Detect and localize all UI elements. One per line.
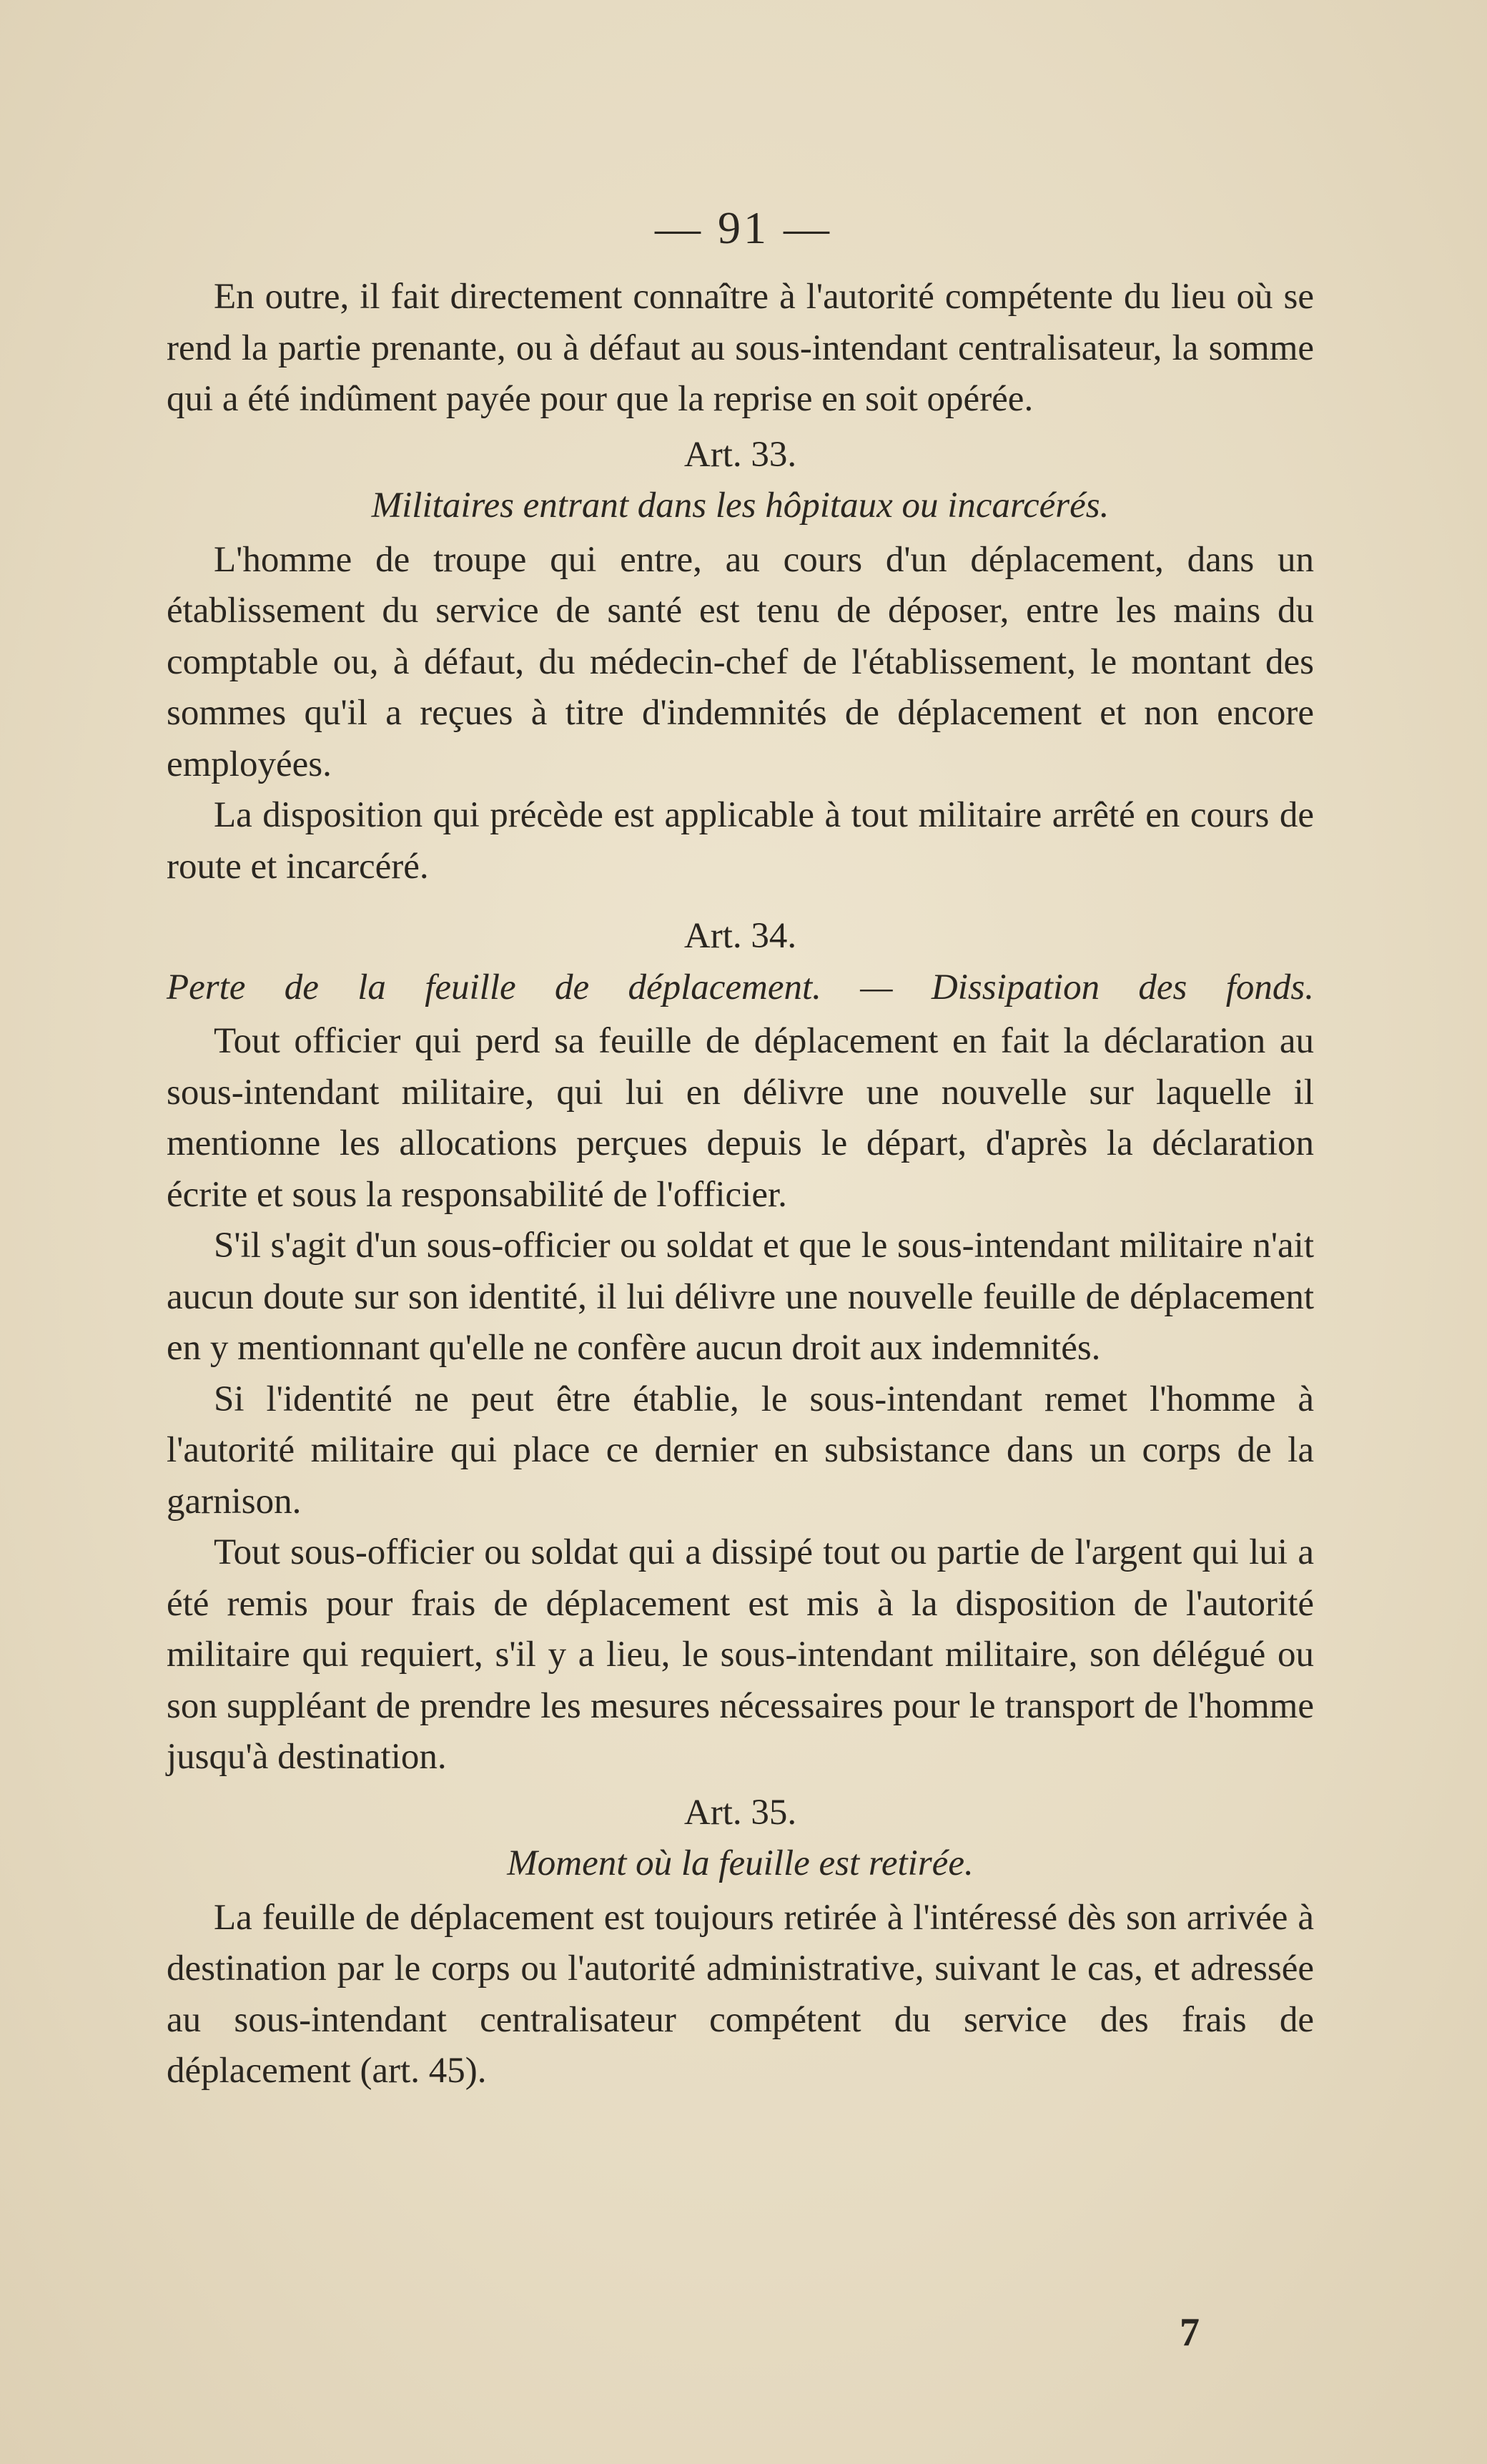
article-heading-35: Art. 35. bbox=[683, 1792, 797, 1833]
signature-mark: 7 bbox=[1180, 2310, 1200, 2355]
paragraph-2: L'homme de troupe qui entre, au cours d'un déplacement, dans un établissement du service de santé est tenu de déposer, entre les mains du comptable ou, à défaut, du médecin-chef de l'établissement, le montant des sommes qu'il a reçues à titre d'indemnités de déplacement et non encore employées. bbox=[167, 539, 1314, 784]
article-subtitle-33: Militaires entrant dans les hôpitaux ou incarcérés. bbox=[371, 486, 1110, 526]
paragraph-4: Tout officier qui perd sa feuille de déplacement en fait la déclaration au sous-intendant militaire, qui lui en délivre une nouvelle sur laquelle il mentionne les allocations perçues depuis le départ, d'après la déclaration écrite et sous la responsabilité de l'officier. bbox=[167, 1021, 1314, 1215]
article-heading-34: Art. 34. bbox=[683, 916, 797, 956]
paragraph-5: S'il s'agit d'un sous-officier ou soldat et que le sous-intendant militaire n'ait aucun doute sur son identité, il lui délivre une nouvelle feuille de déplacement en y mentionnant qu'elle ne confère aucun droit aux indemnités. bbox=[167, 1226, 1314, 1368]
paragraph-7: Tout sous-officier ou soldat qui a dissipé tout ou partie de l'argent qui lui a été remis pour frais de déplacement est mis à la disposition de l'autorité militaire qui requiert, s'il y a lieu, le sous-intendant militaire, son délégué ou son suppléant de prendre les mesures nécessaires pour le transport de l'homme jusqu'à destination. bbox=[167, 1532, 1314, 1777]
article-subtitle-35: Moment où la feuille est retirée. bbox=[507, 1843, 974, 1883]
paragraph-6: Si l'identité ne peut être établie, le sous-intendant remet l'homme à l'autorité militaire qui place ce dernier en subsistance dans un corps de la garnison. bbox=[167, 1379, 1314, 1522]
article-heading-33: Art. 33. bbox=[683, 434, 797, 475]
page-number: — 91 — bbox=[655, 202, 832, 253]
article-subtitle-34: Perte de la feuille de déplacement. — Dissipation des fonds. bbox=[167, 967, 1314, 1007]
paragraph-8: La feuille de déplacement est toujours retirée à l'intéressé dès son arrivée à destination par le corps ou l'autorité administrative, suivant le cas, et adressée au sous-intendant centralisateur compétent du service des frais de déplacement (art. 45). bbox=[167, 1897, 1314, 2091]
paragraph-1: En outre, il fait directement connaître à l'autorité compétente du lieu où se rend la partie prenante, ou à défaut au sous-intendant centralisateur, la somme qui a été indûment payée pour que la reprise en soit opérée. bbox=[167, 277, 1314, 419]
body-text bbox=[167, 272, 1314, 2097]
paragraph-3: La disposition qui précède est applicable à tout militaire arrêté en cours de route et incarcéré. bbox=[167, 795, 1314, 887]
